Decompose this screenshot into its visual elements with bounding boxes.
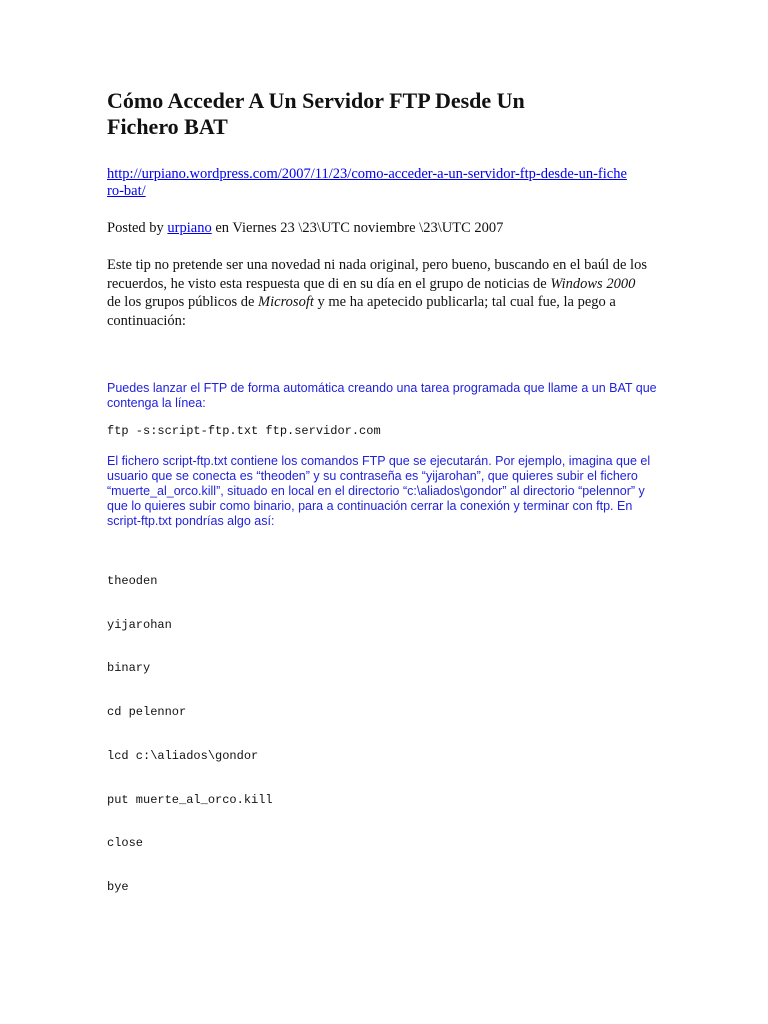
script-line: theoden — [107, 573, 158, 588]
script-line: yijarohan — [107, 617, 172, 632]
intro-text-2: de los grupos públicos de — [107, 294, 259, 310]
posted-by-line — [107, 219, 667, 237]
script-line: cd pelennor — [107, 705, 187, 720]
ftp-command-line: ftp -s:script-ftp.txt ftp.servidor.com — [107, 424, 381, 438]
posted-date: en Viernes 23 \23\UTC noviembre \23\UTC 2007 — [211, 220, 504, 236]
source-url-link[interactable]: http://urpiano.wordpress.com/2007/11/23/como-acceder-a-un-servidor-ftp-desde-un-fichero-bat/ — [107, 166, 627, 199]
script-line: put muerte_al_orco.kill — [107, 792, 273, 807]
intro-paragraph — [107, 256, 652, 330]
intro-emphasis-microsoft: Microsoft — [258, 294, 314, 310]
author-link[interactable]: urpiano — [167, 220, 212, 236]
intro-emphasis-windows: Windows 2000 — [550, 275, 636, 292]
intro-text-1: Este tip no pretende ser una novedad ni nada original, pero bueno, buscando en el baúl de los recuerdos, he visto esta respuesta que di en su día en el grupo de noticias de — [107, 257, 647, 292]
script-line: lcd c:\aliados\gondor — [107, 748, 259, 763]
article-title: Cómo Acceder A Un Servidor FTP Desde Un Fichero BAT — [107, 88, 525, 139]
script-line: binary — [107, 661, 151, 676]
script-line: close — [107, 836, 144, 851]
quote-paragraph-1: Puedes lanzar el FTP de forma automática creando una tarea programada que llame a un BAT que contenga la línea: — [107, 381, 657, 410]
script-line: bye — [107, 880, 129, 895]
posted-prefix: Posted by — [107, 220, 168, 236]
intro-text-3: y me ha apetecido publicarla; tal cual fue, la pego a continuación: — [107, 294, 616, 329]
quote-paragraph-2: El fichero script-ftp.txt contiene los comandos FTP que se ejecutarán. Por ejemplo, imagina que el usuario que se conecta es “theoden” y su contraseña es “yijarohan”, que quieres subir el fichero “muerte_al_orco.kill”, situado en local en el directorio “c:\aliados\gondor” al directorio “pelennor” y que lo quieres subir como binario, para a continuación cerrar la conexión y terminar con ftp. En script-ftp.txt pondrías algo así: — [107, 453, 651, 528]
script-listing — [107, 545, 667, 924]
document-page — [107, 88, 667, 924]
